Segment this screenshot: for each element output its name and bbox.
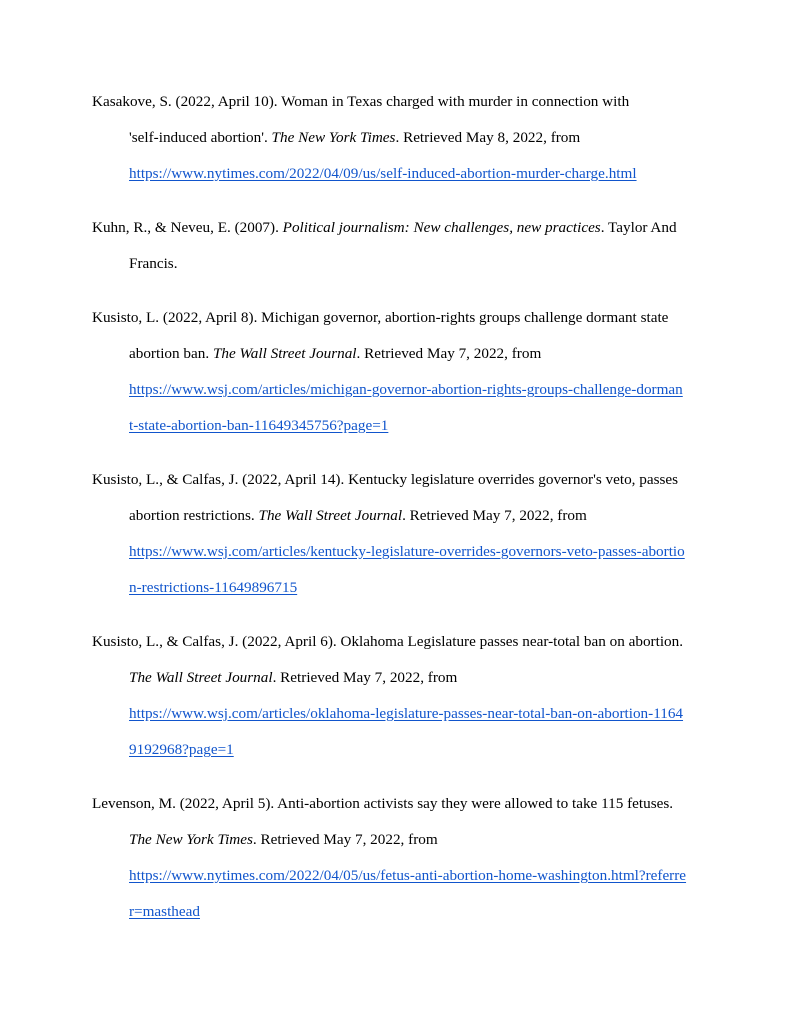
reference-text: Francis. bbox=[129, 255, 178, 272]
entry-spacer bbox=[92, 198, 704, 216]
reference-list bbox=[92, 90, 704, 936]
reference-line bbox=[92, 378, 704, 414]
reference-entry bbox=[92, 216, 704, 288]
reference-line bbox=[92, 504, 704, 540]
reference-url-link[interactable]: t-state-abortion-ban-11649345756?page=1 bbox=[129, 417, 389, 434]
reference-text: . Retrieved May 7, 2022, from bbox=[252, 831, 438, 848]
reference-line bbox=[92, 630, 704, 666]
reference-url-link[interactable]: n-restrictions-11649896715 bbox=[129, 579, 298, 596]
entry-spacer bbox=[92, 288, 704, 306]
reference-entry bbox=[92, 468, 704, 612]
reference-line bbox=[92, 90, 704, 126]
entry-spacer bbox=[92, 774, 704, 792]
publication-title: The Wall Street Journal bbox=[258, 507, 403, 524]
publication-title: The Wall Street Journal bbox=[129, 669, 273, 686]
reference-url-link[interactable]: r=masthead bbox=[129, 903, 200, 920]
publication-title: Political journalism: New challenges, new practices bbox=[282, 219, 601, 236]
reference-url-link[interactable]: https://www.wsj.com/articles/kentucky-legislature-overrides-governors-veto-passes-abortio bbox=[129, 543, 685, 560]
reference-line bbox=[92, 702, 704, 738]
reference-line bbox=[92, 828, 704, 864]
reference-text: Kasakove, S. (2022, April 10). Woman in Texas charged with murder in connection with bbox=[92, 93, 630, 110]
publication-title: The New York Times bbox=[271, 129, 396, 146]
reference-entry bbox=[92, 630, 704, 774]
reference-url-link[interactable]: https://www.nytimes.com/2022/04/09/us/self-induced-abortion-murder-charge.html bbox=[129, 165, 637, 182]
reference-text: abortion restrictions. bbox=[129, 507, 259, 524]
reference-line bbox=[92, 216, 704, 252]
publication-title: The Wall Street Journal bbox=[212, 345, 357, 362]
reference-text: 'self-induced abortion'. bbox=[129, 129, 272, 146]
reference-text: . Taylor And bbox=[600, 219, 677, 236]
reference-line bbox=[92, 468, 704, 504]
reference-url-link[interactable]: https://www.nytimes.com/2022/04/05/us/fetus-anti-abortion-home-washington.html?referre bbox=[129, 867, 687, 884]
reference-text: . Retrieved May 7, 2022, from bbox=[356, 345, 542, 362]
reference-line bbox=[92, 666, 704, 702]
publication-title: The New York Times bbox=[129, 831, 253, 848]
reference-url-link[interactable]: https://www.wsj.com/articles/michigan-governor-abortion-rights-groups-challenge-dorman bbox=[129, 381, 683, 398]
reference-line bbox=[92, 342, 704, 378]
reference-line bbox=[92, 306, 704, 342]
reference-url-link[interactable]: https://www.wsj.com/articles/oklahoma-legislature-passes-near-total-ban-on-abortion-1164 bbox=[129, 705, 684, 722]
reference-line bbox=[92, 900, 704, 936]
reference-text: . Retrieved May 7, 2022, from bbox=[272, 669, 458, 686]
reference-line bbox=[92, 540, 704, 576]
reference-line bbox=[92, 576, 704, 612]
reference-line bbox=[92, 792, 704, 828]
reference-text: Levenson, M. (2022, April 5). Anti-abortion activists say they were allowed to take 115 fetuses. bbox=[92, 795, 674, 812]
reference-url-link[interactable]: 9192968?page=1 bbox=[129, 741, 234, 758]
reference-line bbox=[92, 252, 704, 288]
reference-line bbox=[92, 738, 704, 774]
reference-entry bbox=[92, 90, 704, 198]
reference-text: Kusisto, L., & Calfas, J. (2022, April 14). Kentucky legislature overrides governor's veto, passes bbox=[92, 471, 679, 488]
reference-line bbox=[92, 126, 704, 162]
entry-spacer bbox=[92, 450, 704, 468]
reference-text: Kusisto, L., & Calfas, J. (2022, April 6). Oklahoma Legislature passes near-total ban on abortion. bbox=[92, 633, 684, 650]
reference-line bbox=[92, 864, 704, 900]
reference-entry bbox=[92, 792, 704, 936]
reference-text: . Retrieved May 8, 2022, from bbox=[395, 129, 581, 146]
reference-entry bbox=[92, 306, 704, 450]
reference-text: . Retrieved May 7, 2022, from bbox=[402, 507, 587, 524]
reference-text: abortion ban. bbox=[129, 345, 213, 362]
reference-text: Kuhn, R., & Neveu, E. (2007). bbox=[92, 219, 283, 236]
entry-spacer bbox=[92, 612, 704, 630]
reference-line bbox=[92, 162, 704, 198]
reference-line bbox=[92, 414, 704, 450]
reference-text: Kusisto, L. (2022, April 8). Michigan governor, abortion-rights groups challenge dormant state bbox=[92, 309, 669, 326]
